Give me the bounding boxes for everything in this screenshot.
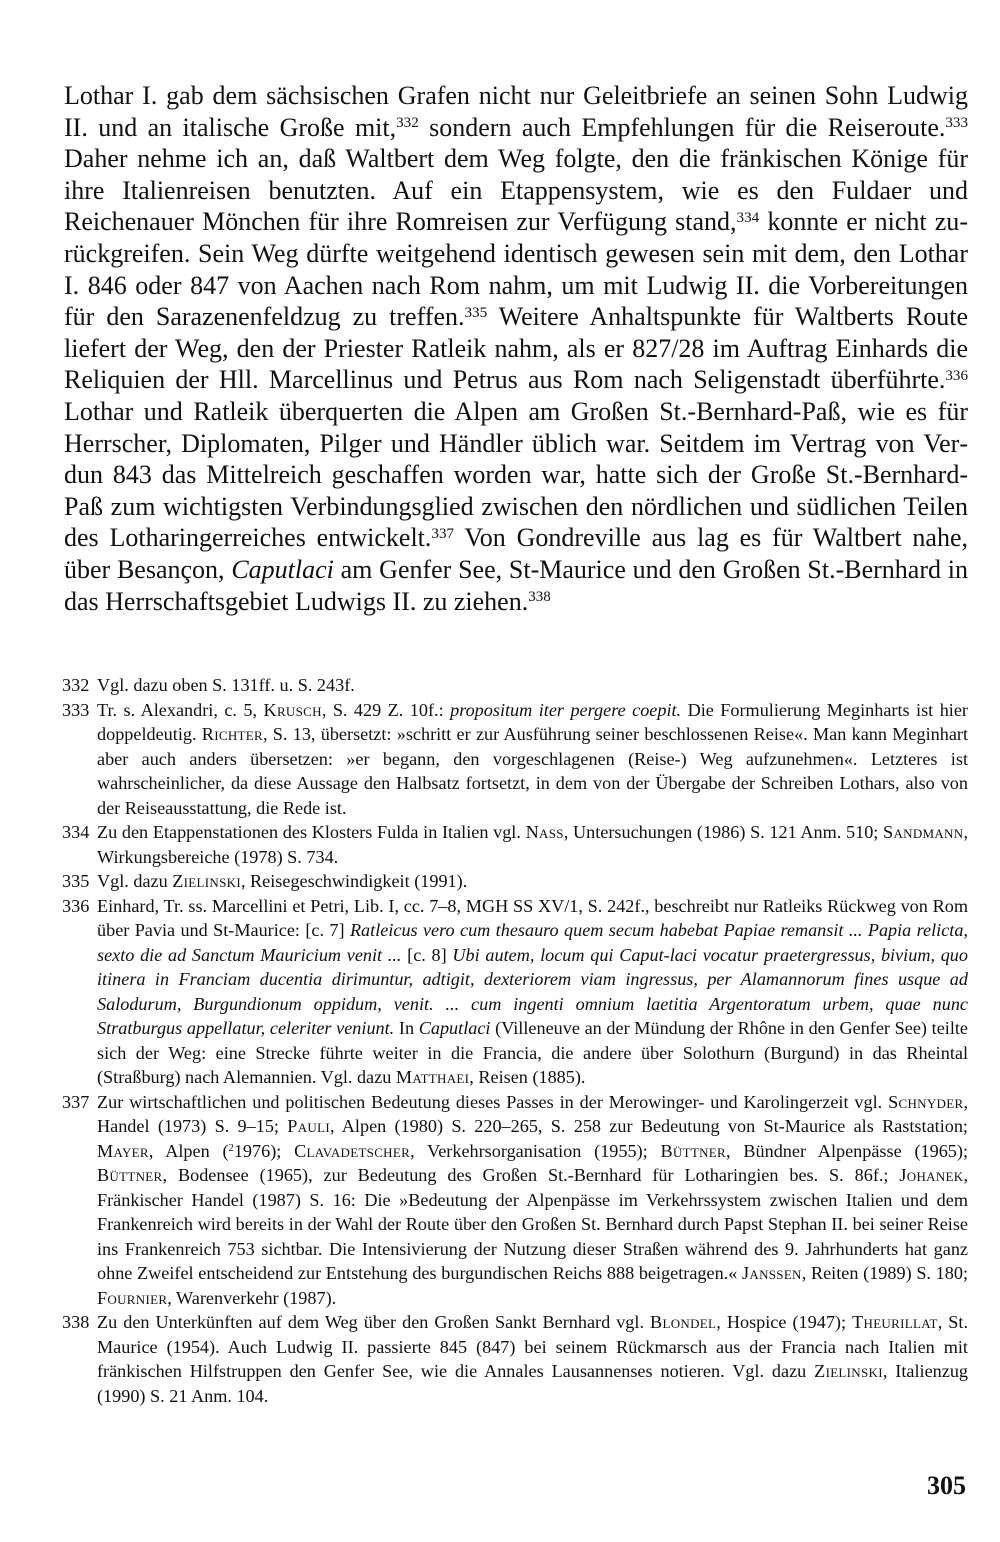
text-segment: , Reiten (1989) S. 180; [801, 1263, 968, 1283]
text-segment: Zur wirtschaftlichen und politischen Bedeutung dieses Passes in der Merowinger- und Karolingerzeit vgl. [97, 1091, 889, 1112]
latin-quote: Ratleicus vero cum thesauro quem secum habebat Papiae remansit ... Papia relicta, sexto die ad Sanctum Mauricium venit ... [97, 920, 968, 965]
text-segment: (Villeneuve an der Mündung der Rhône in den Genfer See) teilte sich der Weg: eine Strecke führte weiter in die Francia, die andere über Solothurn (Burgund) in das Rheintal (Straßburg) nach Alemannien. Vgl. dazu [97, 1018, 969, 1087]
footnote-ref-335: 335 [464, 304, 488, 321]
text-segment: Zu den Etappenstationen des Klosters Fulda in Italien vgl. [97, 822, 526, 842]
text-segment: , Fränkischer Handel (1987) S. 16: Die »Bedeutung der Alpenpässe im Verkehrssystem zwischen Italien und dem Frankenreich wird bereits in der Wahl der Route über den Großen St. Bernhard durch Papst Stephan II. bei seiner Reise ins Frankenreich 753 sichtbar. Die Intensivierung der Nutzung dieser Straßen während des 9. Jahrhunderts hat ganz ohne Zweifel entscheidend zur Entstehung des burgundischen Reichs 888 beigetragen.« [97, 1165, 968, 1283]
text-segment: , Handel (1973) S. 9–15; [97, 1091, 968, 1136]
text-segment: , Bodensee (1965), zur Bedeutung des Großen St.-Bernhard für Lotharingien bes. S. 86f.; [162, 1165, 900, 1185]
text-segment: Von Gondreville aus lag es für Waltbert nahe, über Besançon, [64, 523, 969, 584]
author-name: Büttner [660, 1140, 727, 1161]
text-segment: , Reisegeschwindigkeit (1991). [240, 871, 468, 891]
text-segment: konnte er nicht zurückgreifen. Sein Weg dürfte weitgehend identisch gewesen sein mit dem, den Lothar I. 846 oder 847 von Aachen nach Rom nahm, um mit Ludwig II. die Vorbereitungen für den Sarazenenfeldzug zu treffen. [64, 207, 968, 332]
text-segment: Lothar I. gab dem sächsischen Grafen nicht nur Geleitbriefe an seinen Sohn Ludwig II. und an italische Große mit, [64, 81, 968, 142]
footnote-334 [62, 820, 968, 869]
footnote-333 [62, 698, 968, 821]
footnote-332 [62, 673, 968, 698]
italic-place-name: Caputlaci [418, 1018, 491, 1038]
footnote-336 [62, 894, 968, 1090]
latin-quote: Ubi autem, locum qui Caput-laci vocatur praetergressus, bivium, quo itinera in Franciam ducentia dirimuntur, adtigit, dexteriorem viam ingressus, per Alamannorum fines usque ad Salodurum, Burgundionum oppidum, venit. ... cum ingenti omnium laetitia Argentoratum urbem, quae nunc Stratburgus appellatur, celeriter veniunt. [97, 944, 968, 1038]
footnote-335 [62, 869, 968, 894]
footnote-text [97, 894, 968, 1090]
author-name: Zielinski [814, 1361, 883, 1381]
text-segment: , St. Maurice (1954). Auch Ludwig II. passierte 845 (847) bei seinem Rückmarsch aus der Francia nach Italien mit fränkischen Hilfstruppen den Genfer See, wie die Annales Lausannenses notieren. Vgl. dazu [97, 1312, 969, 1381]
footnote-ref-334: 334 [736, 210, 760, 227]
footnote-ref-338: 338 [528, 589, 551, 606]
text-segment: , Wirkungsbereiche (1978) S. 734. [97, 822, 968, 867]
author-name: Büttner [97, 1165, 163, 1185]
latin-quote: propositum iter pergere coepit. [450, 699, 682, 720]
footnote-text [97, 1310, 968, 1408]
text-segment: sondern auch Empfehlungen für die Reiseroute. [418, 112, 946, 142]
text-segment: Lothar und Ratleik überquerten die Alpen am Großen St.-Bernhard-Paß, wie es für Herrscher, Diplomaten, Pilger und Händler üblich war. Seitdem im Vertrag von Verdun 843 das Mittelreich geschaffen worden war, hatte sich der Große St.-Bernhard-Paß zum wichtigsten Verbindungsglied zwischen den nördlichen und südlichen Teilen des Lotharingerreiches entwickelt. [64, 396, 968, 553]
author-name: Johanek [899, 1165, 964, 1185]
footnote-number: 334 [62, 822, 90, 842]
author-name: Fournier [97, 1287, 168, 1308]
footnote-text [97, 1090, 968, 1311]
text-segment: , Warenverkehr (1987). [167, 1287, 337, 1308]
text-segment: , Alpen ( [148, 1140, 229, 1161]
text-segment: Zu den Unterkünften auf dem Weg über den Großen Sankt Bernhard vgl. [97, 1312, 651, 1332]
main-paragraph [64, 80, 968, 617]
author-name: Blondel [650, 1312, 717, 1332]
text-segment: am Genfer See, St-Maurice und den Großen St.-Bernhard in das Herrschaftsgebiet Ludwigs II. zu ziehen. [64, 554, 968, 616]
author-name: Krusch [263, 699, 322, 720]
footnote-ref-336: 336 [945, 368, 968, 385]
text-segment: , Untersuchungen (1986) S. 121 Anm. 510; [563, 822, 884, 842]
italic-place-name: Caputlaci [231, 554, 334, 584]
footnote-number: 338 [62, 1312, 90, 1332]
text-segment: Vgl. dazu [97, 871, 173, 891]
author-name: Zielinski [172, 871, 241, 891]
text-segment: 1976); [233, 1140, 295, 1161]
author-name: Matthaei [395, 1067, 470, 1087]
text-segment: In [394, 1018, 419, 1038]
footnote-text [97, 820, 968, 869]
footnote-number: 337 [62, 1091, 90, 1112]
edition-superscript: 2 [228, 1142, 234, 1154]
footnote-337 [62, 1090, 968, 1311]
author-name: Richter [201, 724, 263, 744]
footnote-338 [62, 1310, 968, 1408]
author-name: Nass [525, 822, 564, 842]
footnote-ref-337: 337 [431, 526, 455, 543]
footnote-text [97, 673, 968, 698]
page-number: 305 [927, 1471, 966, 1500]
author-name: Pauli [287, 1116, 330, 1136]
author-name: Schnyder [888, 1091, 964, 1112]
footnote-ref-332: 332 [396, 115, 419, 132]
text-segment: Einhard, Tr. ss. Marcellini et Petri, Lib. I, cc. 7–8, MGH SS XV/1, S. 242f., beschreibt nur Ratleiks Rückweg von Rom über Pavia und St-Maurice: [c. 7] [97, 895, 968, 940]
author-name: Sandmann [883, 822, 964, 842]
main-text [64, 80, 968, 617]
footnote-number: 336 [62, 895, 90, 916]
author-name: Janssen [742, 1263, 802, 1283]
footnote-text [97, 698, 968, 821]
text-segment: Tr. s. Alexandri, c. 5, [97, 699, 264, 720]
text-segment: , Verkehrsorganisation (1955); [410, 1140, 661, 1161]
text-segment: [c. 8] [401, 944, 453, 965]
text-segment: , Alpen (1980) S. 220–265, S. 258 zur Bedeutung von St-Maurice als Raststation; [329, 1116, 968, 1136]
text-segment: Die Formulierung Meginharts ist hier doppeldeutig. [97, 699, 968, 744]
text-segment: , S. 13, übersetzt: »schritt er zur Ausführung seiner beschlossenen Reise«. Man kann Meginhart aber auch anders übersetzen: »er begann, den vorgeschlagenen (Reise-) Weg aufzunehmen«. Letzteres ist wahrscheinlicher, da diese Aussage den Halbsatz fortsetzt, in dem von der Übergabe der Schreiben Lothars, also von der Reiseausstattung, die Rede ist. [97, 724, 968, 818]
text-segment: Daher nehme ich an, daß Waltbert dem Weg folgte, den die fränkischen Könige für ihre Italienreisen benutzten. Auf ein Etappensystem, wie es den Fuldaer und Reichenauer Mönchen für ihre Romreisen zur Verfügung stand, [64, 144, 968, 237]
text-segment: Weitere Anhaltspunkte für Waltberts Route liefert der Weg, den der Priester Ratleik nahm, als er 827/28 im Auftrag Einhards die Reliquien der Hll. Marcellinus und Petrus aus Rom nach Seligenstadt überführte. [64, 302, 968, 395]
footnotes [62, 673, 968, 1408]
footnote-text [97, 869, 968, 894]
author-name: Mayer [97, 1140, 149, 1161]
footnote-number: 332 [62, 675, 90, 695]
text-segment: , Bündner Alpenpässe (1965); [726, 1140, 968, 1161]
footnote-ref-333: 333 [945, 115, 968, 132]
author-name: Clavadetscher [294, 1140, 411, 1161]
text-segment: , Italienzug (1990) S. 21 Anm. 104. [97, 1361, 969, 1406]
text-segment: , Hospice (1947); [716, 1312, 853, 1332]
footnote-number: 335 [62, 871, 90, 891]
author-name: Theurillat [852, 1312, 938, 1332]
text-segment: Vgl. dazu oben S. 131ff. u. S. 243f. [97, 675, 355, 695]
footnote-number: 333 [62, 699, 90, 720]
text-segment: , S. 429 Z. 10f.: [321, 699, 451, 720]
text-segment: , Reisen (1885). [469, 1067, 586, 1087]
